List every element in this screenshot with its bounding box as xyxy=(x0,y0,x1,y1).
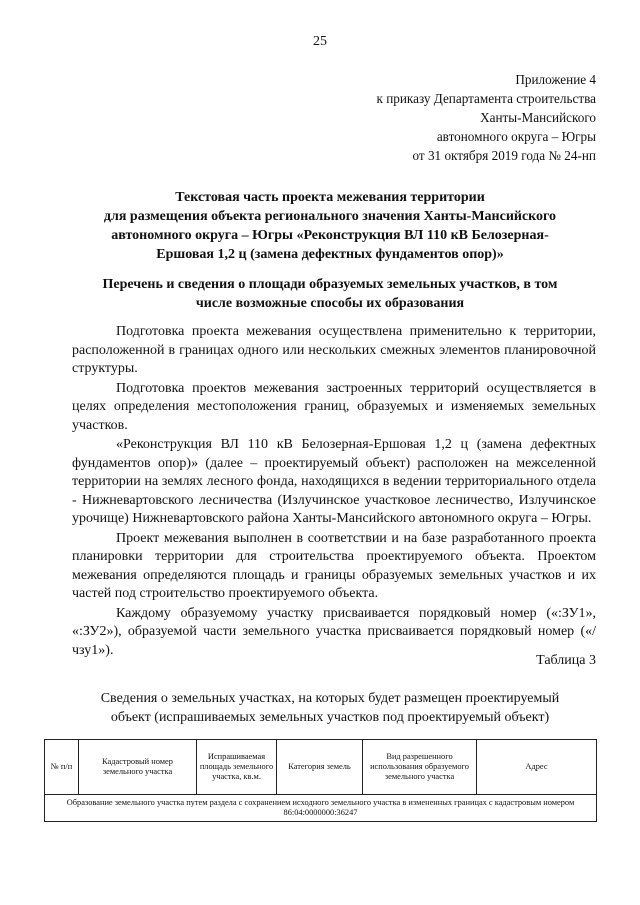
table-label: Таблица 3 xyxy=(536,653,596,668)
appendix-line: Приложение 4 xyxy=(515,72,596,87)
appendix-line: к приказу Департамента строительства xyxy=(376,91,596,106)
table-caption-line: объект (испрашиваемых земельных участков под проектируемый объект) xyxy=(110,710,550,725)
section-heading-line: числе возможные способы их образования xyxy=(195,296,465,311)
appendix-line: автономного округа – Югры xyxy=(436,129,596,144)
page-number: 25 xyxy=(313,34,327,49)
body-text xyxy=(72,323,596,661)
header-address: Адрес xyxy=(477,740,597,795)
header-permitted-use: Вид разрешенного использования образуемого земельного участка xyxy=(363,740,477,795)
title-line: автономного округа – Югры «Реконструкция ВЛ 110 кВ Белозерная- xyxy=(111,228,549,243)
paragraph: Проект межевания выполнен в соответствии и на базе разработанного проекта планировки территории для строительства проектируемого объекта. Проектом межевания определяются площадь и границы образуемых земельных участков и их частей под строительство проектируемого объекта. xyxy=(72,530,596,601)
paragraph: «Реконструкция ВЛ 110 кВ Белозерная-Ершовая 1,2 ц (замена дефектных фундаментов опор)» (далее – проектируемый объект) расположен на межселенной территории на землях лесного фонда, находящихся в ведении территориального отдела - Нижневартовского лесничества (Излучинское участковое лесничество, Излучинское урочище) Нижневартовского района Ханты-Мансийского автономного округа – Югры. xyxy=(72,437,596,526)
header-area: Испрашиваемая площадь земельного участка, кв.м. xyxy=(197,740,277,795)
title-line: Текстовая часть проекта межевания территории xyxy=(175,190,485,205)
header-land-category: Категория земель xyxy=(277,740,363,795)
land-plots-table xyxy=(44,739,597,822)
paragraph: Подготовка проекта межевания осуществлена применительно к территории, расположенной в границах одного или нескольких смежных элементов планировочной структуры. xyxy=(72,324,596,376)
section-heading xyxy=(60,275,600,313)
table-row xyxy=(45,795,597,822)
header-number: № п/п xyxy=(45,740,79,795)
table-header-row xyxy=(45,740,597,795)
title-line: Ершовая 1,2 ц (замена дефектных фундаментов опор)» xyxy=(156,247,504,262)
header-cadastral-number: Кадастровый номер земельного участка xyxy=(79,740,197,795)
appendix-line: от 31 октября 2019 года № 24-нп xyxy=(412,148,596,163)
appendix-block xyxy=(296,70,596,165)
title-line: для размещения объекта регионального значения Ханты-Мансийского xyxy=(103,209,557,224)
table-caption xyxy=(60,689,600,727)
section-heading-line: Перечень и сведения о площади образуемых земельных участков, в том xyxy=(102,277,558,292)
appendix-line: Ханты-Мансийского xyxy=(480,110,596,125)
document-title xyxy=(60,188,600,264)
table-cell-formation-note: Образование земельного участка путем раздела с сохранением исходного земельного участка в измененных границах с кадастровым номером 86:04:0000000:36247 xyxy=(45,795,597,822)
paragraph: Каждому образуемому участку присваивается порядковый номер («:ЗУ1», «:ЗУ2»), образуемой части земельного участка присваивается порядковый номер («/чзу1»). xyxy=(72,605,596,658)
table-caption-line: Сведения о земельных участках, на которых будет размещен проектируемый xyxy=(100,691,560,706)
paragraph: Подготовка проектов межевания застроенных территорий осуществляется в целях определения местоположения границ, образуемых и изменяемых земельных участков. xyxy=(72,380,596,433)
